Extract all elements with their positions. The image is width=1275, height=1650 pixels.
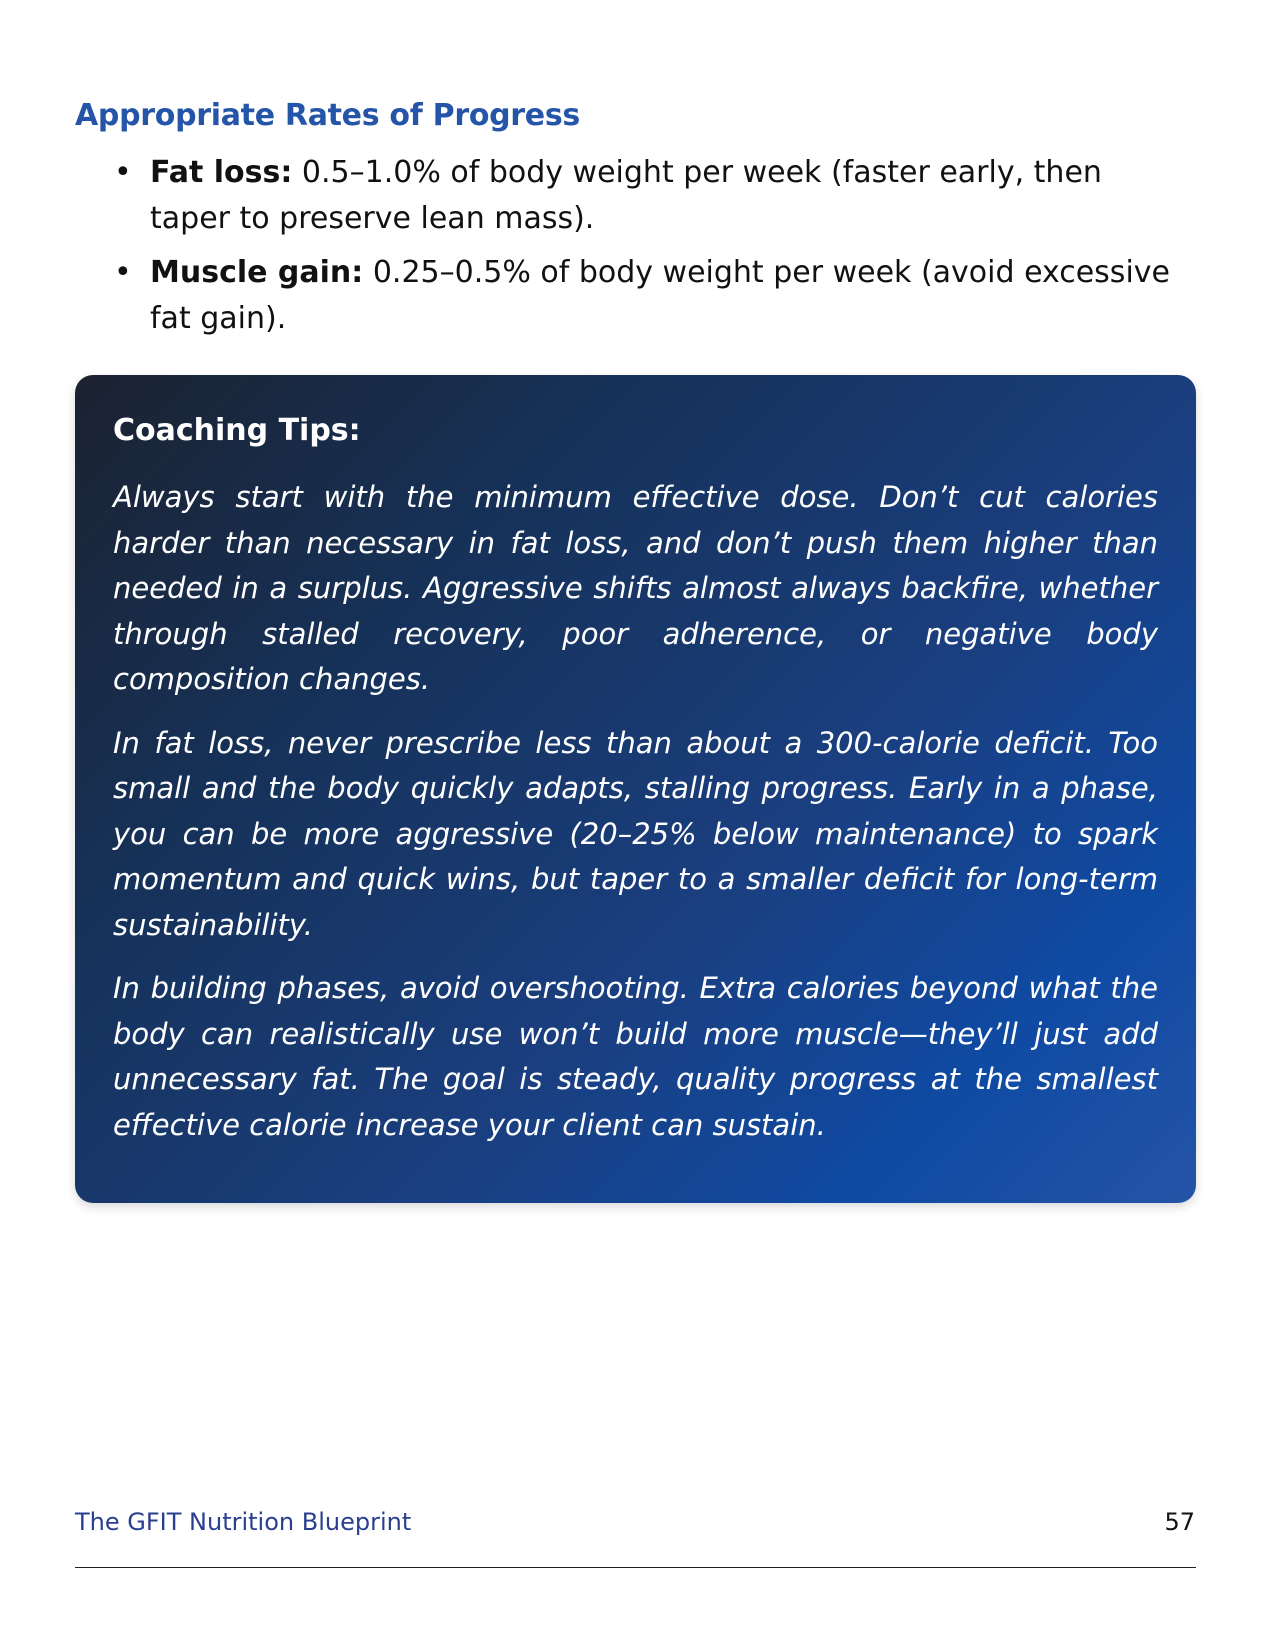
coaching-tip-paragraph-3: In building phases, avoid overshooting. Extra calories beyond what the body can realistically use won’t build more muscle—they’ll just add unnecessary fat. The goal is steady, quality progress at the smallest effective calorie increase your client can sustain.: [113, 971, 1158, 1142]
bullet-icon: •: [114, 155, 132, 190]
coaching-tip-paragraph-1: Always start with the minimum effective dose. Don’t cut calories harder than necessary in fat loss, and don’t push them higher than needed in a surplus. Aggressive shifts almost always backfire, whether through stalled recovery, poor adherence, or negative body composition changes.: [113, 480, 1158, 696]
coaching-tips-title: Coaching Tips:: [113, 413, 361, 448]
fat-loss-term: Fat loss:: [150, 155, 293, 190]
muscle-gain-text: 0.25–0.5% of body weight per week (avoid excessive fat gain).: [150, 255, 1170, 336]
list-item-muscle-gain: [110, 250, 1170, 342]
coaching-tips-box: [75, 375, 1196, 1203]
coaching-tip-paragraph-2: In fat loss, never prescribe less than about a 300-calorie deficit. Too small and the body quickly adapts, stalling progress. Early in a phase, you can be more aggressive (20–25% below maintenance) to spark momentum and quick wins, but taper to a smaller deficit for long-term sustainability.: [113, 725, 1158, 942]
section-heading: Appropriate Rates of Progress: [75, 98, 580, 133]
footer-document-title: The GFIT Nutrition Blueprint: [75, 1508, 412, 1536]
muscle-gain-term: Muscle gain:: [150, 255, 364, 290]
footer-divider: [75, 1567, 1196, 1568]
page-number: 57: [1164, 1508, 1195, 1536]
bullet-icon: •: [114, 255, 132, 290]
fat-loss-text: 0.5–1.0% of body weight per week (faster early, then taper to preserve lean mass).: [150, 155, 1102, 236]
progress-rates-list: [110, 150, 1170, 350]
list-item-fat-loss: [110, 150, 1170, 242]
